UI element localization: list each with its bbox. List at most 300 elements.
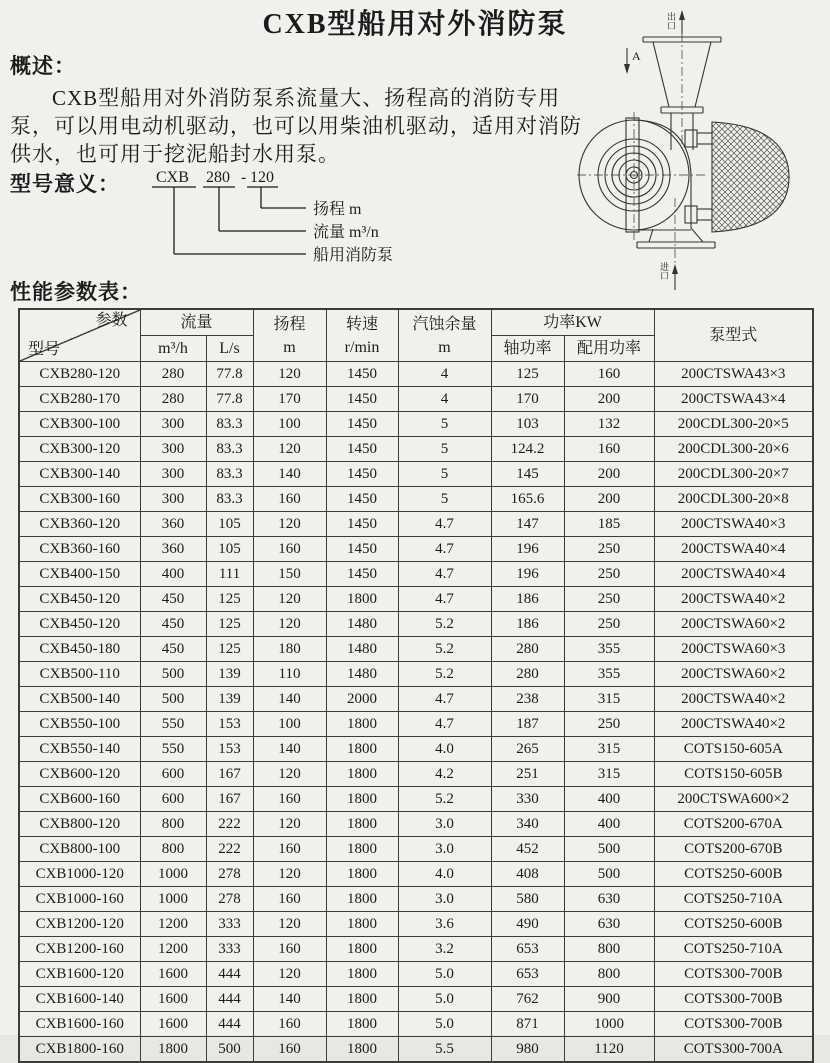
cell-head-m: 140 — [253, 462, 326, 487]
cell-head-m: 160 — [253, 887, 326, 912]
cell-rated-power: 200 — [564, 487, 654, 512]
cell-flow-ls: 105 — [206, 512, 253, 537]
table-row — [19, 1012, 813, 1037]
cell-head-m: 140 — [253, 987, 326, 1012]
cell-pump-type: 200CDL300-20×6 — [654, 437, 813, 462]
cell-flow-m3h: 550 — [140, 737, 206, 762]
cell-npsh-m: 4.7 — [398, 687, 491, 712]
cell-pump-type: 200CDL300-20×7 — [654, 462, 813, 487]
cell-flow-ls: 83.3 — [206, 412, 253, 437]
table-row — [19, 462, 813, 487]
cell-flow-ls: 83.3 — [206, 487, 253, 512]
cell-pump-type: COTS200-670B — [654, 837, 813, 862]
table-row — [19, 512, 813, 537]
params-table-heading: 性能参数表： — [10, 280, 142, 304]
cell-flow-m3h: 1000 — [140, 862, 206, 887]
cell-rated-power: 250 — [564, 537, 654, 562]
col-header-flow-ls: L/s — [206, 336, 253, 362]
col-header-pump-type: 泵型式 — [654, 309, 813, 362]
cell-pump-type: 200CTSWA40×2 — [654, 687, 813, 712]
table-row — [19, 587, 813, 612]
cell-npsh-m: 5.2 — [398, 787, 491, 812]
col-header-head: 扬程 m — [253, 309, 326, 362]
cell-npsh-m: 4.0 — [398, 862, 491, 887]
cell-flow-ls: 444 — [206, 962, 253, 987]
cell-model: CXB450-180 — [19, 637, 140, 662]
cell-shaft-power: 124.2 — [491, 437, 564, 462]
cell-pump-type: 200CTSWA40×3 — [654, 512, 813, 537]
cell-head-m: 160 — [253, 487, 326, 512]
cell-speed-rpm: 1450 — [326, 362, 398, 387]
cell-shaft-power: 871 — [491, 1012, 564, 1037]
cell-flow-ls: 333 — [206, 912, 253, 937]
table-row — [19, 987, 813, 1012]
cell-model: CXB1600-120 — [19, 962, 140, 987]
table-row — [19, 562, 813, 587]
model-code-head: 120 — [250, 169, 274, 186]
table-row — [19, 837, 813, 862]
model-code-prefix: CXB — [156, 169, 189, 186]
cell-head-m: 120 — [253, 512, 326, 537]
cell-model: CXB1000-160 — [19, 887, 140, 912]
cell-shaft-power: 280 — [491, 662, 564, 687]
corner-header-cell — [19, 309, 140, 362]
cell-speed-rpm: 1800 — [326, 987, 398, 1012]
cell-model: CXB360-120 — [19, 512, 140, 537]
cell-speed-rpm: 1800 — [326, 837, 398, 862]
label-series: 船用消防泵 — [313, 247, 394, 264]
table-row — [19, 937, 813, 962]
cell-speed-rpm: 1450 — [326, 512, 398, 537]
cell-rated-power: 315 — [564, 737, 654, 762]
cell-speed-rpm: 1450 — [326, 412, 398, 437]
cell-speed-rpm: 1800 — [326, 912, 398, 937]
cell-npsh-m: 5.2 — [398, 662, 491, 687]
cell-rated-power: 630 — [564, 912, 654, 937]
cell-flow-ls: 125 — [206, 587, 253, 612]
table-row — [19, 712, 813, 737]
cell-head-m: 110 — [253, 662, 326, 687]
table-row — [19, 687, 813, 712]
table-row — [19, 1037, 813, 1063]
cell-pump-type: 200CTSWA40×4 — [654, 537, 813, 562]
cell-rated-power: 500 — [564, 862, 654, 887]
cell-shaft-power: 186 — [491, 612, 564, 637]
cell-npsh-m: 4.7 — [398, 512, 491, 537]
cell-flow-ls: 125 — [206, 637, 253, 662]
cell-shaft-power: 762 — [491, 987, 564, 1012]
cell-head-m: 160 — [253, 837, 326, 862]
cell-model: CXB1200-160 — [19, 937, 140, 962]
cell-rated-power: 400 — [564, 787, 654, 812]
cell-shaft-power: 980 — [491, 1037, 564, 1063]
cell-model: CXB500-110 — [19, 662, 140, 687]
cell-rated-power: 1120 — [564, 1037, 654, 1063]
cell-flow-m3h: 800 — [140, 812, 206, 837]
cell-model: CXB550-100 — [19, 712, 140, 737]
cell-pump-type: 200CTSWA60×3 — [654, 637, 813, 662]
cell-npsh-m: 5 — [398, 462, 491, 487]
label-flow: 流量 m³/n — [313, 224, 379, 241]
inlet-label: 进口 — [659, 262, 669, 280]
cell-rated-power: 355 — [564, 662, 654, 687]
cell-shaft-power: 580 — [491, 887, 564, 912]
cell-rated-power: 315 — [564, 762, 654, 787]
cell-flow-ls: 139 — [206, 687, 253, 712]
table-row — [19, 812, 813, 837]
cell-pump-type: COTS300-700A — [654, 1037, 813, 1063]
cell-speed-rpm: 1800 — [326, 962, 398, 987]
cell-rated-power: 250 — [564, 712, 654, 737]
cell-speed-rpm: 1800 — [326, 862, 398, 887]
cell-head-m: 120 — [253, 362, 326, 387]
cell-npsh-m: 4.2 — [398, 762, 491, 787]
outlet-arrow-icon — [679, 10, 685, 20]
cell-pump-type: COTS250-600B — [654, 862, 813, 887]
cell-flow-m3h: 1600 — [140, 1012, 206, 1037]
cell-model: CXB500-140 — [19, 687, 140, 712]
cell-shaft-power: 196 — [491, 562, 564, 587]
params-table-body — [19, 362, 813, 1063]
cell-head-m: 120 — [253, 912, 326, 937]
corner-label-model: 型号 — [28, 341, 61, 359]
cell-model: CXB450-120 — [19, 612, 140, 637]
table-row — [19, 787, 813, 812]
cell-model: CXB1600-160 — [19, 1012, 140, 1037]
cell-head-m: 160 — [253, 1012, 326, 1037]
cell-flow-ls: 125 — [206, 612, 253, 637]
col-header-power: 功率KW — [491, 309, 654, 336]
table-row — [19, 862, 813, 887]
cell-rated-power: 160 — [564, 362, 654, 387]
cell-rated-power: 160 — [564, 437, 654, 462]
table-row — [19, 412, 813, 437]
cell-flow-ls: 222 — [206, 812, 253, 837]
cell-flow-m3h: 300 — [140, 462, 206, 487]
params-table — [18, 308, 814, 1063]
cell-npsh-m: 4.7 — [398, 712, 491, 737]
cell-npsh-m: 3.0 — [398, 812, 491, 837]
cell-shaft-power: 452 — [491, 837, 564, 862]
cell-flow-m3h: 1600 — [140, 987, 206, 1012]
cell-head-m: 170 — [253, 387, 326, 412]
cell-shaft-power: 251 — [491, 762, 564, 787]
cell-rated-power: 800 — [564, 962, 654, 987]
cell-head-m: 160 — [253, 537, 326, 562]
cell-flow-m3h: 280 — [140, 362, 206, 387]
cell-flow-m3h: 300 — [140, 412, 206, 437]
cell-speed-rpm: 1450 — [326, 437, 398, 462]
cell-flow-m3h: 550 — [140, 712, 206, 737]
cell-speed-rpm: 1800 — [326, 712, 398, 737]
col-header-rated-power: 配用功率 — [564, 336, 654, 362]
label-head: 扬程 m — [313, 201, 362, 218]
cell-pump-type: COTS150-605B — [654, 762, 813, 787]
cell-npsh-m: 5.0 — [398, 987, 491, 1012]
cell-pump-type: COTS250-710A — [654, 937, 813, 962]
cell-rated-power: 500 — [564, 837, 654, 862]
cell-shaft-power: 170 — [491, 387, 564, 412]
cell-rated-power: 900 — [564, 987, 654, 1012]
cell-flow-ls: 444 — [206, 1012, 253, 1037]
cell-pump-type: 200CDL300-20×8 — [654, 487, 813, 512]
cell-head-m: 140 — [253, 737, 326, 762]
cell-shaft-power: 265 — [491, 737, 564, 762]
cell-flow-ls: 278 — [206, 862, 253, 887]
cell-speed-rpm: 1800 — [326, 1037, 398, 1063]
view-a-arrow-icon — [624, 64, 630, 74]
cell-pump-type: 200CTSWA60×2 — [654, 662, 813, 687]
overview-section — [10, 50, 582, 169]
cell-flow-m3h: 1600 — [140, 962, 206, 987]
cell-npsh-m: 5 — [398, 487, 491, 512]
cell-flow-m3h: 450 — [140, 612, 206, 637]
table-row — [19, 637, 813, 662]
cell-flow-m3h: 1800 — [140, 1037, 206, 1063]
cell-speed-rpm: 1800 — [326, 787, 398, 812]
cell-flow-ls: 333 — [206, 937, 253, 962]
cell-flow-m3h: 1200 — [140, 912, 206, 937]
cell-rated-power: 315 — [564, 687, 654, 712]
col-header-flow: 流量 — [140, 309, 253, 336]
overview-heading: 概述： — [10, 54, 76, 78]
cell-flow-m3h: 280 — [140, 387, 206, 412]
cell-speed-rpm: 2000 — [326, 687, 398, 712]
cell-rated-power: 185 — [564, 512, 654, 537]
cell-rated-power: 132 — [564, 412, 654, 437]
cell-flow-m3h: 400 — [140, 562, 206, 587]
table-row — [19, 362, 813, 387]
cell-pump-type: 200CTSWA43×4 — [654, 387, 813, 412]
cell-flow-m3h: 300 — [140, 487, 206, 512]
table-row — [19, 737, 813, 762]
cell-npsh-m: 4.7 — [398, 587, 491, 612]
view-a-label: A — [632, 49, 641, 63]
cell-flow-m3h: 1000 — [140, 887, 206, 912]
cell-shaft-power: 653 — [491, 937, 564, 962]
cell-npsh-m: 4 — [398, 387, 491, 412]
cell-flow-ls: 111 — [206, 562, 253, 587]
cell-model: CXB300-100 — [19, 412, 140, 437]
cell-head-m: 140 — [253, 687, 326, 712]
col-header-flow-m3h: m³/h — [140, 336, 206, 362]
cell-model: CXB1000-120 — [19, 862, 140, 887]
cell-model: CXB280-170 — [19, 387, 140, 412]
inlet-arrow-icon — [672, 264, 678, 274]
cell-rated-power: 200 — [564, 462, 654, 487]
table-row — [19, 962, 813, 987]
cell-flow-ls: 139 — [206, 662, 253, 687]
cell-model: CXB800-100 — [19, 837, 140, 862]
cell-head-m: 120 — [253, 962, 326, 987]
cell-model: CXB400-150 — [19, 562, 140, 587]
cell-flow-ls: 153 — [206, 737, 253, 762]
cell-model: CXB1800-160 — [19, 1037, 140, 1063]
cell-head-m: 160 — [253, 787, 326, 812]
cell-speed-rpm: 1800 — [326, 1012, 398, 1037]
cell-rated-power: 630 — [564, 887, 654, 912]
cell-head-m: 120 — [253, 812, 326, 837]
cell-head-m: 120 — [253, 762, 326, 787]
cell-shaft-power: 340 — [491, 812, 564, 837]
cell-pump-type: COTS300-700B — [654, 962, 813, 987]
corner-label-param: 参数 — [95, 312, 128, 329]
cell-speed-rpm: 1450 — [326, 487, 398, 512]
cell-npsh-m: 3.0 — [398, 887, 491, 912]
table-row — [19, 612, 813, 637]
cell-shaft-power: 165.6 — [491, 487, 564, 512]
cell-speed-rpm: 1480 — [326, 637, 398, 662]
cell-flow-ls: 83.3 — [206, 437, 253, 462]
cell-npsh-m: 3.0 — [398, 837, 491, 862]
cell-shaft-power: 330 — [491, 787, 564, 812]
cell-speed-rpm: 1450 — [326, 462, 398, 487]
cell-shaft-power: 186 — [491, 587, 564, 612]
cell-pump-type: 200CTSWA43×3 — [654, 362, 813, 387]
cell-rated-power: 200 — [564, 387, 654, 412]
cell-rated-power: 800 — [564, 937, 654, 962]
cell-speed-rpm: 1800 — [326, 762, 398, 787]
cell-model: CXB300-140 — [19, 462, 140, 487]
cell-pump-type: 200CTSWA40×2 — [654, 587, 813, 612]
col-header-shaft-power: 轴功率 — [491, 336, 564, 362]
cell-model: CXB600-160 — [19, 787, 140, 812]
cell-head-m: 100 — [253, 712, 326, 737]
cell-npsh-m: 5.2 — [398, 637, 491, 662]
cell-shaft-power: 147 — [491, 512, 564, 537]
cell-model: CXB1200-120 — [19, 912, 140, 937]
cell-speed-rpm: 1480 — [326, 612, 398, 637]
overview-body: CXB型船用对外消防泵系流量大、扬程高的消防专用泵，可以用电动机驱动，也可以用柴油机驱动，适用对消防供水，也可用于挖泥船封水用泵。 — [10, 86, 582, 166]
cell-shaft-power: 280 — [491, 637, 564, 662]
cell-flow-ls: 153 — [206, 712, 253, 737]
cell-rated-power: 250 — [564, 587, 654, 612]
cell-pump-type: COTS300-700B — [654, 987, 813, 1012]
cell-shaft-power: 490 — [491, 912, 564, 937]
cell-flow-ls: 222 — [206, 837, 253, 862]
cell-model: CXB360-160 — [19, 537, 140, 562]
cell-flow-m3h: 360 — [140, 537, 206, 562]
table-row — [19, 387, 813, 412]
outlet-label: 出口 — [666, 12, 676, 30]
cell-npsh-m: 4.7 — [398, 562, 491, 587]
cell-npsh-m: 5.5 — [398, 1037, 491, 1063]
cell-head-m: 180 — [253, 637, 326, 662]
model-meaning-section — [10, 168, 630, 278]
table-row — [19, 437, 813, 462]
cell-shaft-power: 196 — [491, 537, 564, 562]
cell-rated-power: 250 — [564, 562, 654, 587]
cell-model: CXB300-120 — [19, 437, 140, 462]
cell-npsh-m: 4 — [398, 362, 491, 387]
cell-head-m: 120 — [253, 862, 326, 887]
cell-pump-type: COTS200-670A — [654, 812, 813, 837]
cell-speed-rpm: 1800 — [326, 587, 398, 612]
col-header-npsh: 汽蚀余量 m — [398, 309, 491, 362]
cell-speed-rpm: 1800 — [326, 937, 398, 962]
cell-pump-type: 200CTSWA600×2 — [654, 787, 813, 812]
cell-rated-power: 250 — [564, 612, 654, 637]
cell-pump-type: 200CTSWA40×2 — [654, 712, 813, 737]
cell-flow-ls: 83.3 — [206, 462, 253, 487]
cell-npsh-m: 5 — [398, 412, 491, 437]
cell-flow-m3h: 500 — [140, 687, 206, 712]
cell-speed-rpm: 1450 — [326, 387, 398, 412]
cell-head-m: 120 — [253, 587, 326, 612]
table-row — [19, 887, 813, 912]
cell-rated-power: 355 — [564, 637, 654, 662]
cell-flow-m3h: 360 — [140, 512, 206, 537]
cell-flow-ls: 77.8 — [206, 387, 253, 412]
cell-pump-type: COTS250-600B — [654, 912, 813, 937]
model-code-diagram — [148, 168, 588, 273]
cell-flow-ls: 167 — [206, 762, 253, 787]
cell-pump-type: 200CTSWA40×4 — [654, 562, 813, 587]
cell-model: CXB1600-140 — [19, 987, 140, 1012]
cell-npsh-m: 5 — [398, 437, 491, 462]
cell-npsh-m: 3.6 — [398, 912, 491, 937]
cell-flow-ls: 105 — [206, 537, 253, 562]
cell-npsh-m: 5.2 — [398, 612, 491, 637]
cell-flow-m3h: 600 — [140, 787, 206, 812]
cell-shaft-power: 145 — [491, 462, 564, 487]
cell-model: CXB450-120 — [19, 587, 140, 612]
cell-head-m: 120 — [253, 612, 326, 637]
table-row — [19, 762, 813, 787]
cell-shaft-power: 238 — [491, 687, 564, 712]
cell-speed-rpm: 1800 — [326, 737, 398, 762]
cell-speed-rpm: 1450 — [326, 562, 398, 587]
cell-flow-m3h: 300 — [140, 437, 206, 462]
cell-speed-rpm: 1480 — [326, 662, 398, 687]
cell-flow-m3h: 500 — [140, 662, 206, 687]
cell-model: CXB300-160 — [19, 487, 140, 512]
cell-model: CXB800-120 — [19, 812, 140, 837]
cell-pump-type: COTS300-700B — [654, 1012, 813, 1037]
cell-pump-type: COTS250-710A — [654, 887, 813, 912]
cell-flow-m3h: 600 — [140, 762, 206, 787]
col-header-speed: 转速 r/min — [326, 309, 398, 362]
cell-shaft-power: 653 — [491, 962, 564, 987]
cell-head-m: 160 — [253, 1037, 326, 1063]
cell-flow-ls: 77.8 — [206, 362, 253, 387]
cell-pump-type: 200CTSWA60×2 — [654, 612, 813, 637]
cell-rated-power: 1000 — [564, 1012, 654, 1037]
cell-npsh-m: 5.0 — [398, 962, 491, 987]
cell-rated-power: 400 — [564, 812, 654, 837]
cell-flow-ls: 167 — [206, 787, 253, 812]
cell-speed-rpm: 1450 — [326, 537, 398, 562]
cell-model: CXB600-120 — [19, 762, 140, 787]
cell-flow-m3h: 800 — [140, 837, 206, 862]
cell-flow-m3h: 1200 — [140, 937, 206, 962]
cell-shaft-power: 187 — [491, 712, 564, 737]
cell-pump-type: COTS150-605A — [654, 737, 813, 762]
cell-flow-m3h: 450 — [140, 587, 206, 612]
page-title: CXB型船用对外消防泵 — [262, 9, 568, 40]
cell-npsh-m: 4.7 — [398, 537, 491, 562]
cell-npsh-m: 5.0 — [398, 1012, 491, 1037]
cell-npsh-m: 4.0 — [398, 737, 491, 762]
model-code-flow: 280 — [206, 169, 230, 186]
cell-flow-ls: 278 — [206, 887, 253, 912]
cell-model: CXB280-120 — [19, 362, 140, 387]
cell-shaft-power: 125 — [491, 362, 564, 387]
table-row — [19, 487, 813, 512]
cell-shaft-power: 408 — [491, 862, 564, 887]
table-row — [19, 537, 813, 562]
cell-head-m: 150 — [253, 562, 326, 587]
